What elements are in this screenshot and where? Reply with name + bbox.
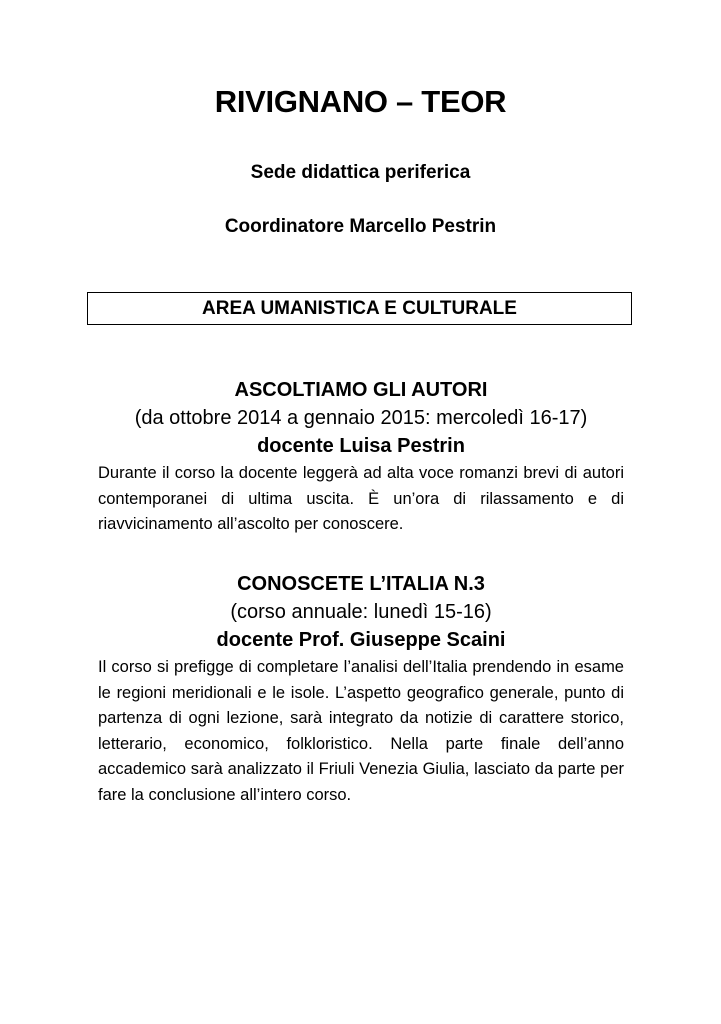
course-schedule: (corso annuale: lunedì 15-16) [230, 601, 492, 623]
course-teacher: docente Luisa Pestrin [257, 435, 465, 457]
area-heading-box: AREA UMANISTICA E CULTURALE [87, 292, 632, 325]
course-title: ASCOLTIAMO GLI AUTORI [234, 379, 488, 401]
course-teacher: docente Prof. Giuseppe Scaini [216, 629, 506, 651]
page-title: RIVIGNANO – TEOR [214, 84, 507, 119]
course-title: CONOSCETE L’ITALIA N.3 [237, 573, 485, 595]
course-description: Il corso si prefigge di completare l’analisi dell’Italia prendendo in esame le regioni meridionali e le isole. L’aspetto geografico generale, punto di partenza di ogni lezione, sarà integrato da notizie di carattere storico, letterario, economico, folkloristico. Nella parte finale dell’anno accademico sarà analizzato il Friuli Venezia Giulia, lasciato da parte per fare la conclusione all’intero corso. [98, 658, 624, 804]
course-description: Durante il corso la docente leggerà ad alta voce romanzi brevi di autori contemporanei di ultima uscita. È un’ora di rilassamento e di riavvicinamento all’ascolto per conoscere. [98, 464, 624, 534]
coordinator-line: Coordinatore Marcello Pestrin [224, 216, 497, 237]
course-section [98, 376, 624, 538]
course-schedule: (da ottobre 2014 a gennaio 2015: mercoledì 16-17) [134, 407, 588, 429]
page-subtitle: Sede didattica periferica [250, 162, 471, 183]
course-section [98, 570, 624, 809]
